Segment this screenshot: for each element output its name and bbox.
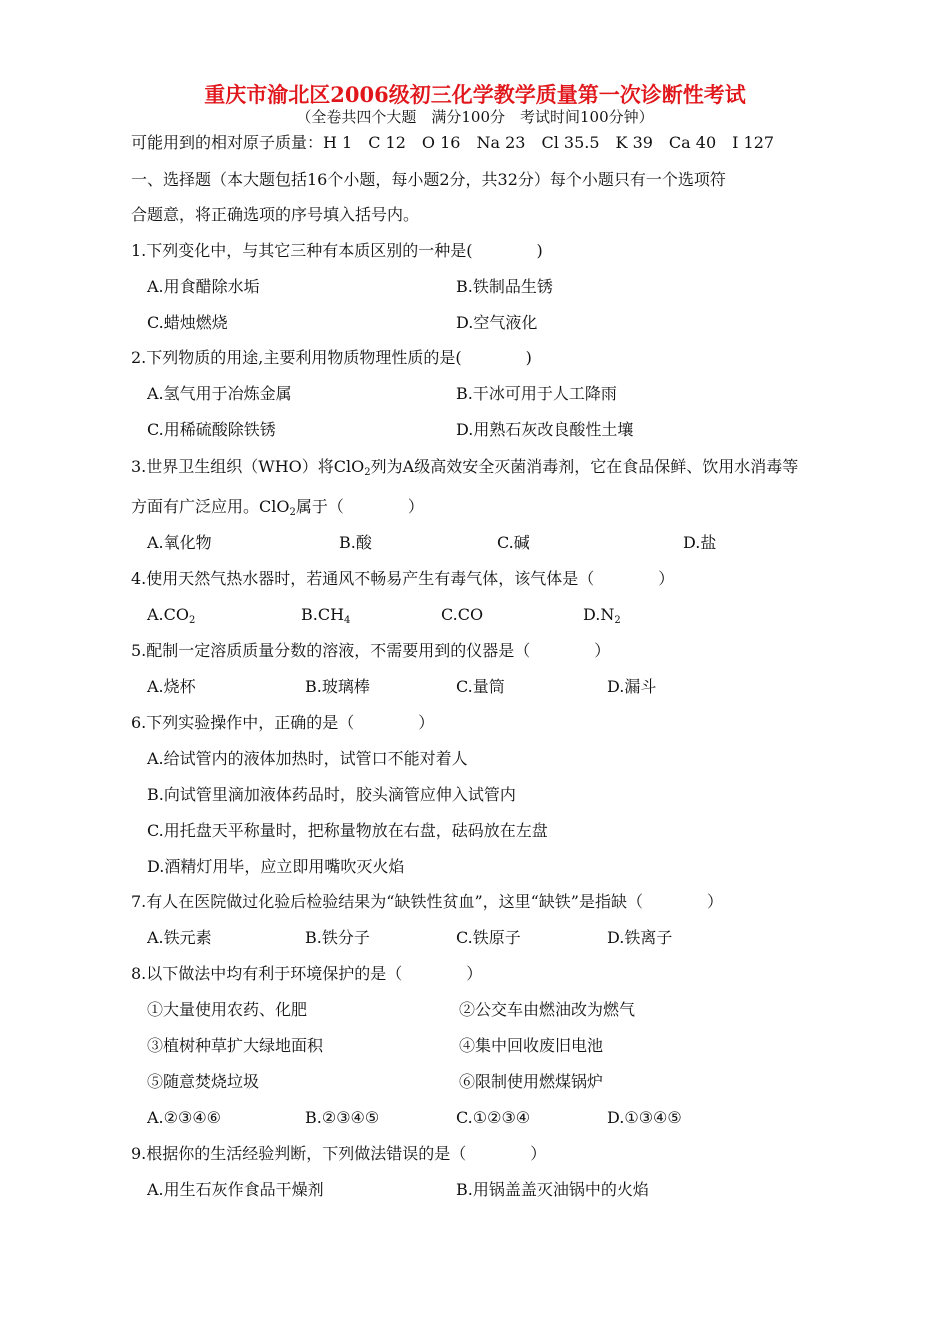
question-4-option-c: C.CO — [441, 605, 484, 624]
question-3-option-c: C.碱 — [497, 533, 530, 552]
question-6-option-a: A.给试管内的液体加热时，试管口不能对着人 — [147, 749, 468, 768]
option-text: D.N — [583, 605, 615, 624]
question-3-text-2: 列为A级高效安全灭菌消毒剂，它在食品保鲜、饮用水消毒等 — [370, 457, 799, 476]
question-8-option-a: A.②③④⑥ — [147, 1108, 222, 1127]
question-1-option-c: C.蜡烛燃烧 — [147, 313, 228, 332]
question-9-stem: 9.根据你的生活经验判断，下列做法错误的是（ ） — [131, 1144, 547, 1163]
option-text: A.CO — [147, 605, 189, 624]
question-7-stem: 7.有人在医院做过化验后检验结果为“缺铁性贫血”，这里“缺铁”是指缺（ ） — [131, 892, 723, 911]
question-8-stem: 8.以下做法中均有利于环境保护的是（ ） — [131, 964, 483, 983]
question-3-text-3: 方面有广泛应用。ClO — [131, 497, 290, 516]
question-2-option-d: D.用熟石灰改良酸性土壤 — [456, 420, 634, 439]
question-9-option-a: A.用生石灰作食品干燥剂 — [147, 1180, 324, 1199]
section-heading-line1: 一、选择题（本大题包括16个小题，每小题2分，共32分）每个小题只有一个选项符 — [131, 170, 726, 189]
option-text: B.CH — [301, 605, 345, 624]
subscript: 2 — [289, 507, 296, 518]
question-8-item-6: ⑥限制使用燃煤锅炉 — [459, 1072, 604, 1091]
question-8-item-5: ⑤随意焚烧垃圾 — [147, 1072, 260, 1091]
question-7-option-d: D.铁离子 — [607, 928, 673, 947]
question-6-option-b: B.向试管里滴加液体药品时，胶头滴管应伸入试管内 — [147, 785, 516, 804]
question-7-option-c: C.铁原子 — [456, 928, 521, 947]
question-1-option-a: A.用食醋除水垢 — [147, 277, 260, 296]
question-8-item-4: ④集中回收废旧电池 — [459, 1036, 604, 1055]
question-2-option-c: C.用稀硫酸除铁锈 — [147, 420, 276, 439]
question-6-option-d: D.酒精灯用毕，应立即用嘴吹灭火焰 — [147, 857, 405, 876]
question-1-option-d: D.空气液化 — [456, 313, 538, 332]
question-2-option-a: A.氢气用于冶炼金属 — [147, 384, 292, 403]
question-1-stem: 1.下列变化中，与其它三种有本质区别的一种是( ) — [131, 241, 543, 260]
question-8-item-2: ②公交车由燃油改为燃气 — [459, 1000, 636, 1019]
question-4-option-b — [301, 605, 350, 625]
subscript: 2 — [614, 615, 621, 626]
question-8-item-3: ③植树种草扩大绿地面积 — [147, 1036, 324, 1055]
question-2-stem: 2.下列物质的用途,主要利用物质物理性质的是( ) — [131, 348, 532, 367]
question-3-option-b: B.酸 — [339, 533, 372, 552]
exam-subtitle: （全卷共四个大题 满分100分 考试时间100分钟） — [296, 108, 654, 126]
question-7-option-b: B.铁分子 — [305, 928, 370, 947]
question-3-stem-line2 — [131, 497, 424, 517]
exam-title: 重庆市渝北区2006级初三化学教学质量第一次诊断性考试 — [204, 82, 746, 107]
question-4-stem: 4.使用天然气热水器时，若通风不畅易产生有毒气体，该气体是（ ） — [131, 569, 675, 588]
question-3-text-4: 属于（ ） — [295, 497, 424, 516]
question-9-option-b: B.用锅盖盖灭油锅中的火焰 — [456, 1180, 649, 1199]
question-5-option-b: B.玻璃棒 — [305, 677, 370, 696]
question-1-option-b: B.铁制品生锈 — [456, 277, 553, 296]
question-8-option-b: B.②③④⑤ — [305, 1108, 380, 1127]
question-5-option-d: D.漏斗 — [607, 677, 657, 696]
question-3-text-1: 3.世界卫生组织（WHO）将ClO — [131, 457, 365, 476]
question-4-option-d — [583, 605, 621, 625]
question-3-stem-line1 — [131, 457, 798, 477]
subscript: 2 — [189, 615, 196, 626]
section-heading-line2: 合题意，将正确选项的序号填入括号内。 — [131, 205, 420, 224]
question-5-option-a: A.烧杯 — [147, 677, 196, 696]
question-4-option-a — [147, 605, 195, 625]
question-8-option-d: D.①③④⑤ — [607, 1108, 682, 1127]
subscript: 2 — [364, 467, 371, 478]
question-6-option-c: C.用托盘天平称量时，把称量物放在右盘，砝码放在左盘 — [147, 821, 548, 840]
question-2-option-b: B.干冰可用于人工降雨 — [456, 384, 617, 403]
question-6-stem: 6.下列实验操作中，正确的是（ ） — [131, 713, 435, 732]
question-3-option-d: D.盐 — [683, 533, 717, 552]
subscript: 4 — [344, 615, 351, 626]
question-8-item-1: ①大量使用农药、化肥 — [147, 1000, 308, 1019]
atomic-masses-note: 可能用到的相对原子质量：H 1 C 12 O 16 Na 23 Cl 35.5 K 39 Ca 40 I 127 — [131, 133, 775, 152]
question-5-option-c: C.量筒 — [456, 677, 505, 696]
question-3-option-a: A.氧化物 — [147, 533, 212, 552]
question-8-option-c: C.①②③④ — [456, 1108, 531, 1127]
question-7-option-a: A.铁元素 — [147, 928, 212, 947]
question-5-stem: 5.配制一定溶质质量分数的溶液，不需要用到的仪器是（ ） — [131, 641, 611, 660]
